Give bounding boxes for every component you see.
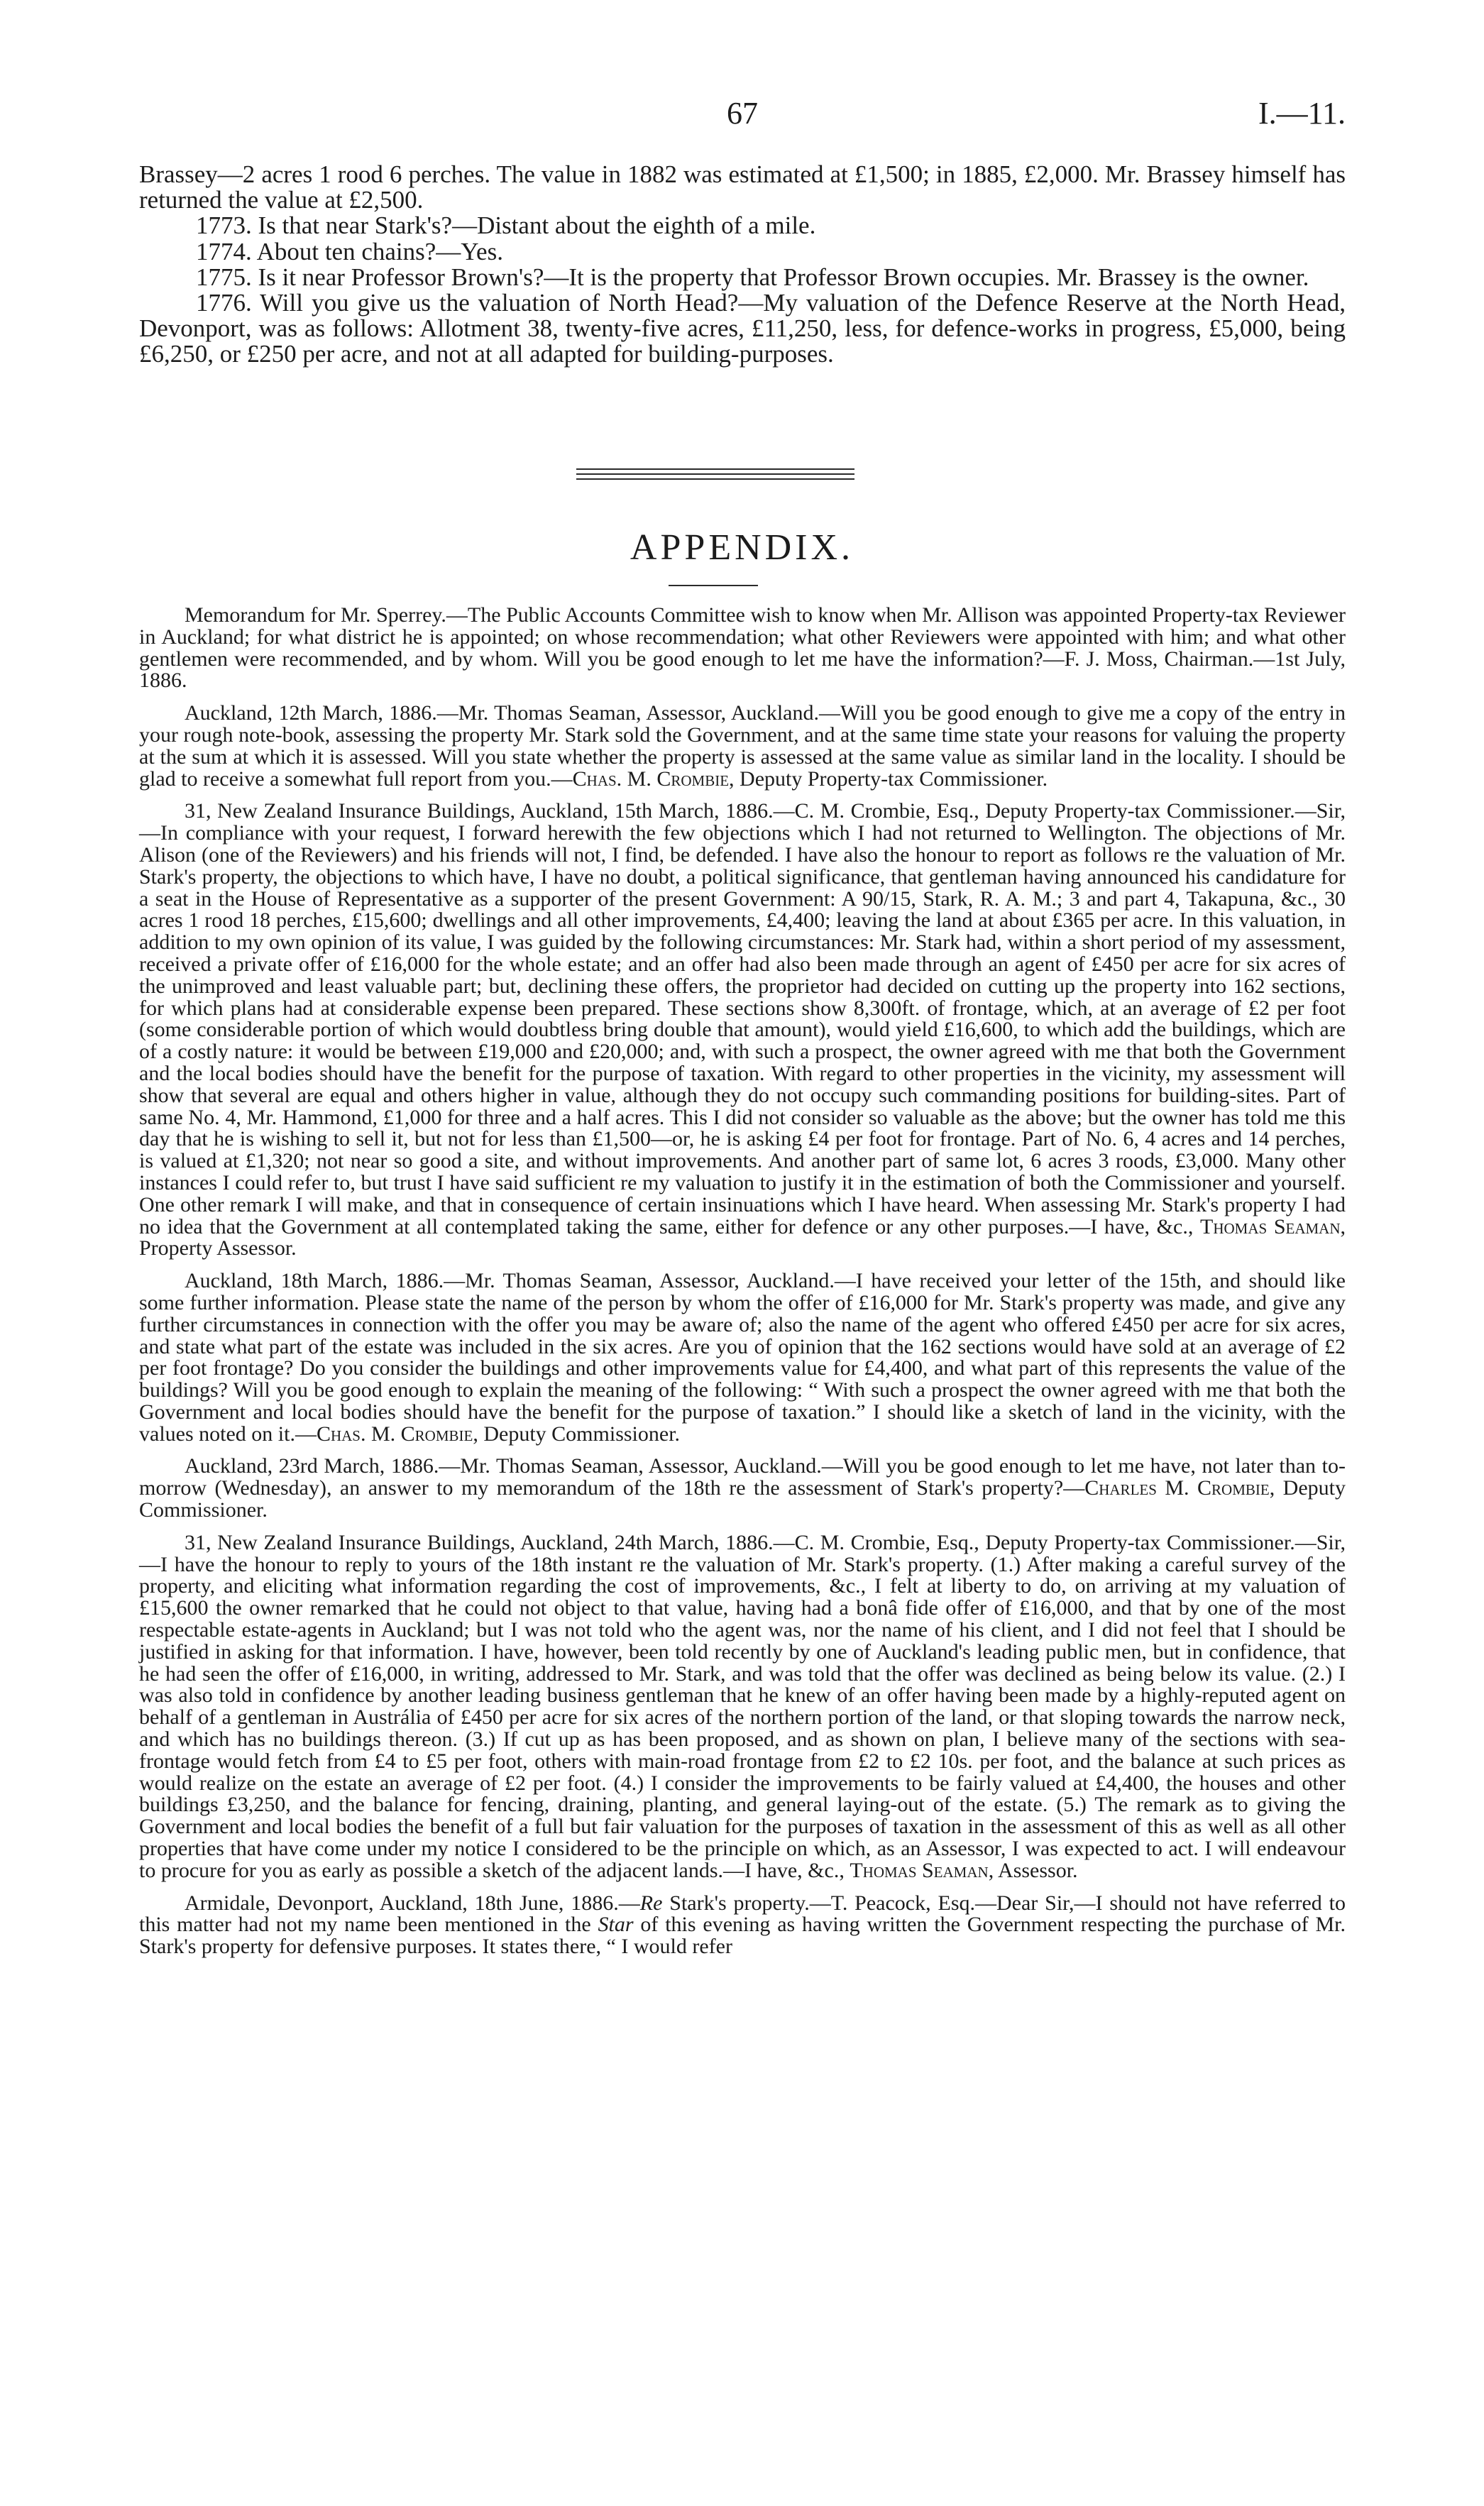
testimony-paragraph: 1775. Is it near Professor Brown's?—It is the property that Professor Brown occupies. Mr. Brassey is the owner. xyxy=(196,263,1309,291)
letter-text: , Property Assessor. xyxy=(139,1214,1346,1260)
letter-paragraph xyxy=(139,1456,1346,1521)
letter-text: Stark's property.—T. Peacock, Esq.—Dear Sir,—I should not have referred to this matter had not my name been mentioned in the xyxy=(139,1891,1346,1937)
signature: Chas. M. Crombie xyxy=(316,1422,473,1446)
signature: Chas. M. Crombie xyxy=(572,766,730,791)
signature: Thomas Seaman xyxy=(850,1858,989,1882)
testimony-paragraph: 1776. Will you give us the valuation of North Head?—My valuation of the Defence Reserve at the North Head, Devonport, was as follows: Allotment 38, twenty-five acres, £11,250, less, for defence-works in progress, £5,000, being £6,250, or £250 per acre, and not at all adapted for building-purposes. xyxy=(139,289,1346,368)
appendix-title: APPENDIX. xyxy=(630,527,854,568)
letter-text: 31, New Zealand Insurance Buildings, Auckland, 24th March, 1886.—C. M. Crombie, Esq., Deputy Property-tax Commissioner.—Sir,—I have the honour to reply to yours of the 18th instant re the valuation of Mr. Stark's property. (1.) After making a careful survey of the property, and eliciting what information regarding the cost of improvements, &c., I felt at liberty to do, on arriving at my valuation of £15,600 the owner remarked that he could not object to that value, having had a bonâ fide offer of £16,000, and that by one of the most respectable estate-agents in Auckland; but I was not told who the agent was, nor the name of his client, and I did not feel that I should be justified in asking for that information. I have, however, been told recently by one of Auckland's leading public men, but in confidence, that he had seen the offer of £16,000, in writing, addressed to Mr. Stark, and was told that the offer was declined as being below its value. (2.) I was also told in confidence by another leading business gentleman that he knew of an offer having been made by a highly-reputed agent on behalf of a gentleman in Austrália of £450 per acre for six acres of the northern portion of the land, or that sloping towards the narrow neck, and which has no buildings thereon. (3.) If cut up as has been proposed, and as shown on plan, I believe many of the sections with sea-frontage would fetch from £4 to £5 per foot, others with main-road frontage from £2 to £2 10s. per foot, and the balance at such prices as would realize on the estate an average of £2 per foot. (4.) I consider the improvements to be fairly valued at £4,400, the houses and other buildings £3,250, and the balance for fencing, draining, planting, and general laying-out of the estate. (5.) The remark as to giving the Government and local bodies the benefit of a full but fair valuation for the purposes of taxation in the assessment of this as well as all other properties that have come under my notice I considered to be the principle on which, as an Assessor, I was expected to act. I will endeavour to procure for you as early as possible a sketch of the adjacent lands.—I have, &c., xyxy=(139,1530,1346,1882)
letter-paragraph xyxy=(139,703,1346,790)
letter-paragraph xyxy=(139,1893,1346,1958)
divider-rule xyxy=(576,478,854,480)
testimony-paragraph: Brassey—2 acres 1 rood 6 perches. The value in 1882 was estimated at £1,500; in 1885, £2,000. Mr. Brassey himself has returned the value at £2,500. xyxy=(139,160,1346,214)
letter-text: 31, New Zealand Insurance Buildings, Auckland, 15th March, 1886.—C. M. Crombie, Esq., Deputy Property-tax Commissioner.—Sir,—In compliance with your request, I forward herewith the few objections which I had not returned to Wellington. The objections of Mr. Alison (one of the Reviewers) and his friends will not, I find, be defended. I have also the honour to report as follows re the valuation of Mr. Stark's property, the objections to which have, I have no doubt, a political significance, that gentleman having announced his candidature for a seat in the House of Representative as a supporter of the present Government: A 90/15, Stark, R. A. M.; 3 and part 4, Takapuna, &c., 30 acres 1 rood 18 perches, £15,600; dwellings and all other improvements, £4,400; leaving the land at about £365 per acre. In this valuation, in addition to my own opinion of its value, I was guided by the following circumstances: Mr. Stark had, within a short period of my assessment, received a private offer of £16,000 for the whole estate; and an offer had also been made through an agent of £450 per acre for six acres of the unimproved and least valuable part; but, declining these offers, the proprietor had decided on cutting up the property into 162 sections, for which plans had at considerable expense been prepared. These sections show 8,300ft. of frontage, which, at an average of £2 per foot (some considerable portion of which would doubtless bring double that amount), would yield £16,600, to which add the buildings, which are of a costly nature: it would be between £19,000 and £20,000; and, with such a prospect, the owner agreed with me that both the Government and the local bodies should have the benefit for the purpose of taxation. With regard to other properties in the vicinity, my assessment will show that several are equal and others higher in value, although they do not occupy such commanding positions for building-sites. Part of same No. 4, Mr. Hammond, £1,000 for three and a half acres. This I did not consider so valuable as the above; but the owner has told me this day that he is wishing to sell it, but not for less than £1,500—or, he is asking £4 per foot for frontage. Part of No. 6, 4 acres and 14 perches, is valued at £1,320; not near so good a site, and without improvements. And another part of same lot, 6 acres 3 roods, £3,000. Many other instances I could refer to, but trust I have said sufficient re my valuation to justify it in the estimation of both the Commissioner and yourself. One other remark I will make, and that in consequence of certain insinuations which I have heard. When assessing Mr. Stark's property I had no idea that the Government at all contemplated taking the same, either for defence or any other purposes.—I have, &c., xyxy=(139,799,1346,1238)
letter-text: Auckland, 12th March, 1886.—Mr. Thomas Seaman, Assessor, Auckland.—Will you be good enough to give me a copy of the entry in your rough note-book, assessing the property Mr. Stark sold the Government, and at the same time state your reasons for valuing the property at the sum at which it is assessed. Will you state whether the property is assessed at the same value as similar land in the locality. I should be glad to receive a somewhat full report from you.— xyxy=(139,701,1346,791)
letter-text: , Deputy Commissioner. xyxy=(139,1476,1346,1522)
divider-rule xyxy=(576,468,854,470)
testimony-section xyxy=(139,162,1346,368)
title-underline xyxy=(669,585,758,586)
signature: Charles M. Crombie xyxy=(1084,1476,1270,1500)
appendix-section xyxy=(139,605,1346,1969)
letter-paragraph xyxy=(139,1270,1346,1445)
letter-text: Auckland, 18th March, 1886.—Mr. Thomas Seaman, Assessor, Auckland.—I have received your letter of the 15th, and should like some further information. Please state the name of the person by whom the offer of £16,000 for Mr. Stark's property was made, and give any further circumstances in connection with the offer you may be aware of; also the name of the agent who offered £450 per acre for six acres, and state what part of the estate was included in the six acres. Are you of opinion that the 162 sections would have sold at an average of £2 per foot frontage? Do you consider the buildings and other improvements value for £4,400, and what part of this represents the value of the buildings? Will you be good enough to explain the meaning of the following: “ With such a prospect the owner agreed with me that both the Government and local bodies should have the benefit for the purpose of taxation.” I should like a sketch of land in the vicinity, with the values noted on it.— xyxy=(139,1269,1346,1446)
signature: Thomas Seaman xyxy=(1200,1214,1341,1238)
testimony-paragraph: 1774. About ten chains?—Yes. xyxy=(196,237,503,265)
page-header xyxy=(139,92,1346,135)
testimony-paragraph: 1773. Is that near Stark's?—Distant about the eighth of a mile. xyxy=(196,211,816,240)
newspaper-name: Star xyxy=(598,1913,634,1937)
paper-reference: I.—11. xyxy=(1258,96,1346,131)
letter-text: , Deputy Commissioner. xyxy=(473,1422,681,1446)
italic-text: Re xyxy=(639,1891,663,1915)
letter-text: Armidale, Devonport, Auckland, 18th June, 1886.— xyxy=(185,1891,640,1915)
letter-text: of this evening as having written the Government respecting the purchase of Mr. Stark's property for defensive purposes. It states there, “ I would refer xyxy=(139,1913,1346,1959)
section-divider xyxy=(576,468,854,480)
memorandum-paragraph: Memorandum for Mr. Sperrey.—The Public Accounts Committee wish to know when Mr. Allison was appointed Property-tax Reviewer in Auckland; for what district he is appointed; on whose recommendation; what other Reviewers were appointed with him; and what other gentlemen were recommended, and by whom. Will you be good enough to let me have the information?—F. J. Moss, Chairman.—1st July, 1886. xyxy=(139,603,1346,693)
letter-text: , Deputy Property-tax Commissioner. xyxy=(729,766,1048,791)
letter-text: Auckland, 23rd March, 1886.—Mr. Thomas Seaman, Assessor, Auckland.—Will you be good enough to let me have, not later than to-morrow (Wednesday), an answer to my memorandum of the 18th re the assessment of Stark's property?— xyxy=(139,1454,1346,1500)
divider-rule xyxy=(576,473,854,475)
page-number: 67 xyxy=(727,96,758,131)
letter-text: , Assessor. xyxy=(988,1858,1078,1882)
letter-paragraph xyxy=(139,1532,1346,1882)
letter-paragraph xyxy=(139,801,1346,1260)
